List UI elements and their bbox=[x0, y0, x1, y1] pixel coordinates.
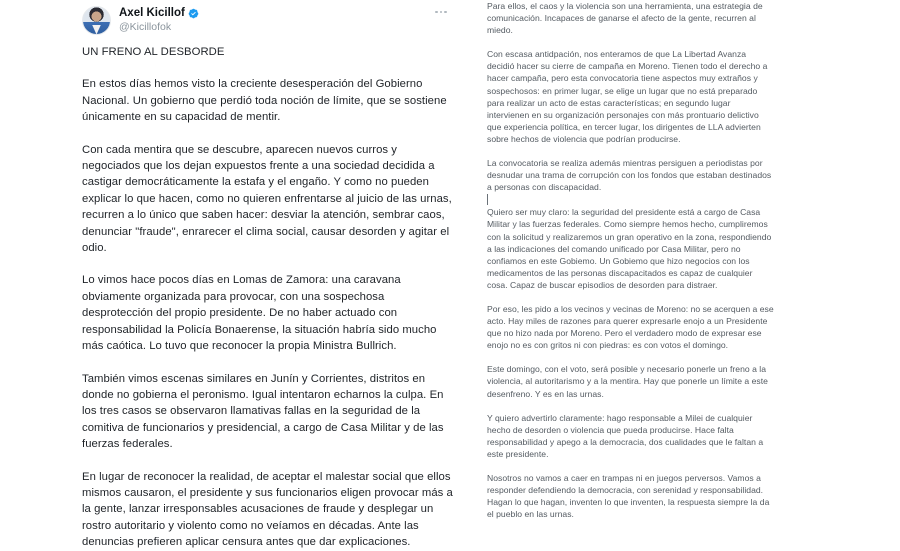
statement-paragraph: Nosotros no vamos a caer en trampas ni en juegos perversos. Vamos a responder defendiendo la democracia, con serenidad y responsabilidad. Hagan lo que hagan, inventen lo que inventen, la respuesta siempre la da el pueblo en las urnas. bbox=[487, 473, 770, 520]
tweet-paragraph: Lo vimos hace pocos días en Lomas de Zamora: una caravana obviamente organizada para provocar, con una sospechosa desprotección del propio presidente. De no haber actuado con responsabilidad la Policía Bonaerense, la situación habría sido mucho más caótica. Lo tuvo que reconocer la propia Ministra Bullrich. bbox=[82, 274, 437, 353]
statement-paragraph: Para ellos, el caos y la violencia son una herramienta, una estrategia de comunicación. Incapaces de ganarse el afecto de la gente, recurren al miedo. bbox=[487, 1, 763, 36]
more-options-button[interactable] bbox=[430, 5, 452, 19]
author-identity bbox=[119, 7, 199, 33]
avatar[interactable] bbox=[82, 6, 111, 35]
tweet-title: UN FRENO AL DESBORDE bbox=[82, 46, 225, 58]
more-horizontal-icon bbox=[435, 11, 438, 14]
more-horizontal-icon-dot bbox=[444, 11, 447, 14]
author-handle[interactable]: @Kicillofok bbox=[119, 20, 172, 33]
tweet-paragraph: Con cada mentira que se descubre, aparecen nuevos curros y negociados que los dejan expuestos frente a una sociedad decidida a castigar democráticamente la estafa y el engaño. Y como no pueden explicar lo que hacen, como no quieren enfrentarse al juicio de las urnas, recurren a lo único que saben hacer: desviar la atención, sembrar caos, denunciar "fraude", enrarecer el clima social, causar desorden y agitar el odio. bbox=[82, 143, 452, 255]
statement-paragraph: Este domingo, con el voto, será posible y necesario ponerle un freno a la violencia, al autoritarismo y a la mentira. Hay que ponerle un límite a este desenfreno. Y es en las urnas. bbox=[487, 364, 768, 399]
verified-badge-icon bbox=[188, 8, 199, 19]
statement-continuation bbox=[487, 0, 775, 532]
more-horizontal-icon-dot bbox=[440, 11, 443, 14]
tweet-paragraph: También vimos escenas similares en Junín y Corrientes, distritos en donde no gobierna el peronismo. Igual intentaron echarnos la culpa. En los tres casos se observaron llamativas fallas en la seguridad de la comitiva de funcionarios y presidencial, a cargo de Casa Militar y de las fuerzas federales. bbox=[82, 372, 444, 451]
text-cursor bbox=[487, 194, 488, 205]
statement-paragraph: Quiero ser muy claro: la seguridad del presidente está a cargo de Casa Militar y las fuerzas federales. Como siempre hemos hecho, cumpliremos con la solicitud y realizaremos un gran operativo en la zona, respondiendo a las indicaciones del comando unificado por Casa Militar, pero no confiamos en este Gobiemo. Un Gobiemo que hizo negocios con los medicamentos de las personas discapacitados es capaz de cualquier cosa. Capaz de buscar episodios de desorden para distraer. bbox=[487, 207, 772, 290]
tweet-body bbox=[82, 44, 454, 551]
statement-paragraph: Y quiero advertirlo claramente: hago responsable a Milei de cualquier hecho de desorden o violencia que pueda producirse. Hace falta responsabilidad y apego a la democracia, dos cualidades que le faltan a este presidente. bbox=[487, 412, 764, 459]
author-display-name[interactable]: Axel Kicillof bbox=[119, 6, 185, 19]
tweet bbox=[82, 0, 454, 549]
name-row bbox=[119, 7, 199, 21]
statement-paragraph: Por eso, les pido a los vecinos y vecinas de Moreno: no se acerquen a ese acto. Hay miles de razones para querer expresarle enojo a un Presidente que no hizo nada por Moreno. Pero el verdadero modo de expresar ese enojo no es con gritos ni con piedras: es con votos el domingo. bbox=[487, 303, 774, 351]
statement-paragraph: Con escasa antidpación, nos enteramos de que La Libertad Avanza decidió hacer su cierre de campaña en Moreno. Tienen todo el derecho a hacer campaña, pero esta convocatoria tiene aspectos muy extraños y sospechosos: en primer lugar, se elige un lugar que no está preparado para realizar un acto de estas características; en segundo lugar intervienen en su organización personajes con más prontuario delictivo que experiencia política, en tercer lugar, los dirigentes de LLA advierten sobre hechos de violencia que podrían producirse. bbox=[487, 49, 768, 144]
tweet-paragraph: En lugar de reconocer la realidad, de aceptar el malestar social que ellos mismos causaron, el presidente y sus funcionarios eligen provocar más a la gente, lanzar irresponsables acusaciones de fraude y desplegar un rostro autoritario y violento como no veíamos en décadas. Ante las denuncias prefieren aplicar censura antes que dar explicaciones. bbox=[82, 470, 453, 549]
tweet-header bbox=[82, 1, 454, 39]
tweet-paragraph: En estos días hemos visto la creciente desesperación del Gobierno Nacional. Un gobierno que perdió toda noción de límite, que se sostiene únicamente en su capacidad de mentir. bbox=[82, 78, 447, 124]
statement-paragraph: La convocatoria se realiza además mientras persiguen a periodistas por desnudar una trama de corrupción con los fondos que estaban destinados a personas con discapacidad. bbox=[487, 158, 772, 193]
